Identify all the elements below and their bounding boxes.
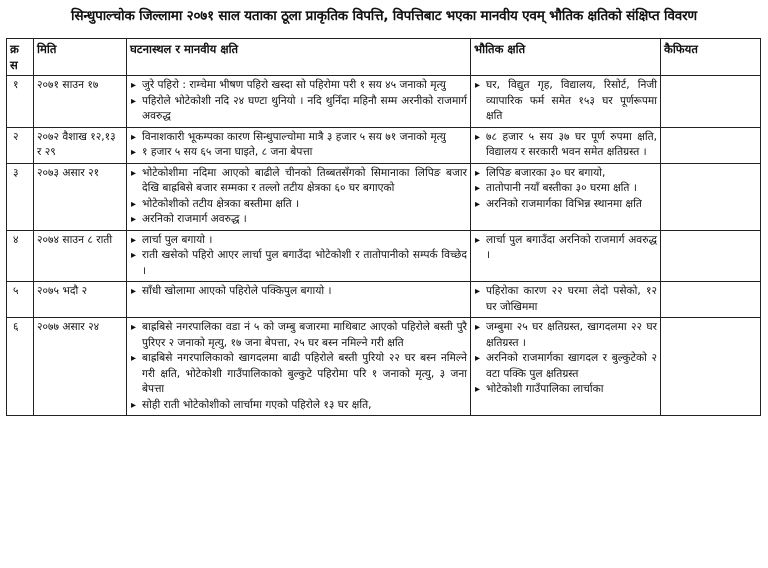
cell-date: २०७४ साउन ८ राती bbox=[34, 230, 127, 282]
list-item bbox=[474, 320, 657, 351]
table-row bbox=[7, 230, 761, 282]
bullet-icon: ▸ bbox=[131, 234, 137, 246]
cell-event-human-loss bbox=[127, 76, 471, 128]
cell-date: २०७३ असार २१ bbox=[34, 163, 127, 230]
list-item bbox=[130, 94, 467, 125]
cell-date: २०७७ असार २४ bbox=[34, 318, 127, 416]
cell-physical-damage-list bbox=[474, 78, 657, 125]
cell-serial-number: ४ bbox=[7, 230, 34, 282]
header-physical-damage: भौतिक क्षति bbox=[471, 39, 661, 76]
cell-physical-damage bbox=[471, 230, 661, 282]
bullet-icon: ▸ bbox=[131, 147, 137, 158]
list-item bbox=[130, 78, 467, 94]
list-item bbox=[130, 320, 467, 351]
cell-physical-damage-list bbox=[474, 284, 657, 315]
cell-event-human-loss-list bbox=[130, 78, 467, 125]
cell-serial-number: ६ bbox=[7, 318, 34, 416]
list-item-text: विनाशकारी भूकम्पका कारण सिन्धुपाल्चोमा मात्रै ३ हजार ५ सय ७१ जनाको मृत्यु bbox=[142, 130, 446, 143]
list-item bbox=[474, 166, 657, 182]
bullet-icon: ▸ bbox=[475, 183, 481, 194]
cell-event-human-loss bbox=[127, 127, 471, 163]
list-item bbox=[130, 248, 467, 279]
table-row bbox=[7, 76, 761, 128]
list-item-text: सोही राती भोटेकोशीको लार्चामा गएको पहिरोले १३ घर क्षति, bbox=[142, 398, 372, 411]
table-header-row bbox=[7, 39, 761, 76]
table-row bbox=[7, 127, 761, 163]
bullet-icon: ▸ bbox=[131, 198, 137, 210]
cell-serial-number: २ bbox=[7, 127, 34, 163]
cell-date: २०७१ साउन १७ bbox=[34, 76, 127, 128]
list-item-text: घर, विद्युत गृह, विद्यालय, रिसोर्ट, निजी व्यापारिक फर्म समेत १५३ घर पूर्णरूपमा क्षति bbox=[486, 79, 657, 122]
list-item bbox=[130, 351, 467, 398]
bullet-icon: ▸ bbox=[475, 131, 481, 143]
header-event-human-loss: घटनास्थल र मानवीय क्षति bbox=[127, 39, 471, 76]
bullet-icon: ▸ bbox=[475, 80, 481, 91]
bullet-icon: ▸ bbox=[475, 353, 481, 364]
cell-physical-damage bbox=[471, 318, 661, 416]
list-item bbox=[474, 78, 657, 125]
cell-event-human-loss bbox=[127, 163, 471, 230]
cell-remarks bbox=[661, 127, 761, 163]
bullet-icon: ▸ bbox=[131, 399, 137, 411]
bullet-icon: ▸ bbox=[131, 214, 137, 225]
cell-event-human-loss bbox=[127, 318, 471, 416]
header-date: मिति bbox=[34, 39, 127, 76]
table-row bbox=[7, 163, 761, 230]
cell-serial-number: ५ bbox=[7, 282, 34, 318]
bullet-icon: ▸ bbox=[131, 95, 137, 107]
table-row bbox=[7, 282, 761, 318]
list-item bbox=[474, 181, 657, 197]
list-item-text: भोटेकोशीको तटीय क्षेत्रका बस्तीमा क्षति । bbox=[142, 197, 300, 210]
cell-event-human-loss-list bbox=[130, 130, 467, 161]
list-item-text: अरनिको राजमार्गका खागदल र बुल्कुटेको २ वटा पक्कि पुल क्षतिग्रस्त bbox=[486, 352, 657, 380]
list-item-text: बाह्रबिसे नगरपालिकाको खागदलमा बाढी पहिरोले बस्ती पुरियो २२ घर बस्न नमिल्ने गरी क्षति, भोटेकोशी गाउँपालिकाको बुल्कुटे पहिरोमा परि १ जनाको मृत्यु, ३ जना बेपत्ता bbox=[142, 352, 467, 395]
cell-remarks bbox=[661, 230, 761, 282]
header-serial-number: क्र स bbox=[7, 39, 34, 76]
bullet-icon: ▸ bbox=[131, 353, 137, 364]
list-item-text: पहिरोका कारण २२ घरमा लेदो पसेको, १२ घर जोखिममा bbox=[486, 285, 657, 313]
header-remarks: कैफियत bbox=[661, 39, 761, 76]
bullet-icon: ▸ bbox=[475, 198, 481, 210]
cell-event-human-loss bbox=[127, 230, 471, 282]
list-item bbox=[130, 212, 467, 228]
cell-physical-damage bbox=[471, 282, 661, 318]
list-item-text: जुरे पहिरो : राम्चेमा भीषण पहिरो खस्दा सो पहिरोमा परी १ सय ४५ जनाको मृत्यु bbox=[142, 79, 446, 91]
bullet-icon: ▸ bbox=[131, 131, 137, 143]
cell-remarks bbox=[661, 163, 761, 230]
list-item bbox=[130, 398, 467, 414]
list-item bbox=[474, 197, 657, 213]
cell-serial-number: १ bbox=[7, 76, 34, 128]
document-title: सिन्धुपाल्चोक जिल्लामा २०७१ साल यताका ठूला प्राकृतिक विपत्ति, विपत्तिबाट भएका मानवीय एवम् भौतिक क्षतिको संक्षिप्त विवरण bbox=[71, 8, 697, 24]
list-item bbox=[474, 284, 657, 315]
list-item-text: बाह्रबिसे नगरपालिका वडा नं ५ को जम्बु बजारमा माथिबाट आएको पहिरोले बस्ती पुरै पुरिएर २ जनाको मृत्यु, १७ जना बेपत्ता, २५ घर बस्न नमिल्ने गरी क्षति bbox=[142, 321, 467, 349]
list-item-text: साँधी खोलामा आएको पहिरोले पक्किपुल बगायो । bbox=[142, 285, 332, 297]
table-body bbox=[7, 76, 761, 416]
list-item bbox=[474, 351, 657, 382]
list-item-text: भोटेकोशीमा नदिमा आएको बाढीले चीनको तिब्बतसँगको सिमानाका लिपिङ बजार देखि बाह्रबिसे बजार सम्मका र तल्लो तटीय क्षेत्रका ६० घर बगाएको bbox=[142, 166, 467, 194]
list-item-text: अरनिको राजमार्ग अवरुद्ध । bbox=[142, 213, 247, 225]
bullet-icon: ▸ bbox=[131, 167, 137, 179]
cell-date: २०७२ वैशाख १२,१३ र २९ bbox=[34, 127, 127, 163]
bullet-icon: ▸ bbox=[475, 384, 481, 395]
list-item-text: लार्चा पुल बगाउँदा अरनिको राजमार्ग अवरुद्ध । bbox=[486, 233, 657, 261]
list-item-text: जम्बुमा २५ घर क्षतिग्रस्त, खागदलमा २२ घर क्षतिग्रस्त । bbox=[486, 321, 657, 349]
list-item bbox=[130, 130, 467, 146]
list-item bbox=[130, 166, 467, 197]
cell-serial-number: ३ bbox=[7, 163, 34, 230]
cell-physical-damage-list bbox=[474, 130, 657, 161]
cell-event-human-loss-list bbox=[130, 284, 467, 300]
list-item-text: १ हजार ५ सय ६५ जना घाइते, ८ जना बेपत्ता bbox=[142, 146, 313, 158]
cell-remarks bbox=[661, 76, 761, 128]
list-item bbox=[130, 197, 467, 213]
list-item bbox=[130, 233, 467, 249]
cell-physical-damage-list bbox=[474, 320, 657, 398]
cell-physical-damage bbox=[471, 163, 661, 230]
cell-event-human-loss-list bbox=[130, 320, 467, 413]
cell-event-human-loss-list bbox=[130, 166, 467, 228]
cell-remarks bbox=[661, 282, 761, 318]
bullet-icon: ▸ bbox=[131, 250, 137, 261]
list-item bbox=[474, 130, 657, 161]
cell-physical-damage-list bbox=[474, 233, 657, 264]
bullet-icon: ▸ bbox=[131, 286, 137, 297]
list-item-text: लार्चा पुल बगायो । bbox=[142, 233, 213, 246]
table-row bbox=[7, 318, 761, 416]
bullet-icon: ▸ bbox=[475, 167, 481, 179]
list-item bbox=[130, 284, 467, 300]
cell-physical-damage bbox=[471, 76, 661, 128]
list-item-text: भोटेकोशी गाउँपालिका लार्चाका bbox=[486, 383, 604, 395]
list-item-text: लिपिङ बजारका ३० घर बगायो, bbox=[486, 166, 606, 179]
list-item-text: राती खसेको पहिरो आएर लार्चा पुल बगाउँदा भोटेकोशी र तातोपानीको सम्पर्क विच्छेद । bbox=[142, 249, 467, 277]
bullet-icon: ▸ bbox=[475, 234, 481, 246]
disaster-table bbox=[6, 38, 761, 416]
bullet-icon: ▸ bbox=[131, 80, 137, 91]
list-item bbox=[474, 382, 657, 398]
bullet-icon: ▸ bbox=[131, 322, 137, 333]
list-item-text: पहिरोले भोटेकोशी नदि २४ घण्टा थुनियो । नदि थुनिँदा महिनौ सम्म अरनीको राजमार्ग अवरुद्ध bbox=[142, 94, 467, 122]
list-item-text: ७८ हजार ५ सय ३७ घर पूर्ण रुपमा क्षति, विद्यालय र सरकारी भवन समेत क्षतिग्रस्त । bbox=[486, 130, 657, 158]
cell-remarks bbox=[661, 318, 761, 416]
cell-physical-damage-list bbox=[474, 166, 657, 213]
list-item bbox=[474, 233, 657, 264]
list-item-text: अरनिको राजमार्गका विभिन्न स्थानमा क्षति bbox=[486, 197, 642, 210]
cell-physical-damage bbox=[471, 127, 661, 163]
list-item bbox=[130, 145, 467, 161]
cell-date: २०७५ भदौ २ bbox=[34, 282, 127, 318]
list-item-text: तातोपानी नयाँ बस्तीका ३० घरमा क्षति । bbox=[486, 182, 637, 194]
bullet-icon: ▸ bbox=[475, 286, 481, 297]
cell-event-human-loss bbox=[127, 282, 471, 318]
cell-event-human-loss-list bbox=[130, 233, 467, 280]
bullet-icon: ▸ bbox=[475, 322, 481, 333]
